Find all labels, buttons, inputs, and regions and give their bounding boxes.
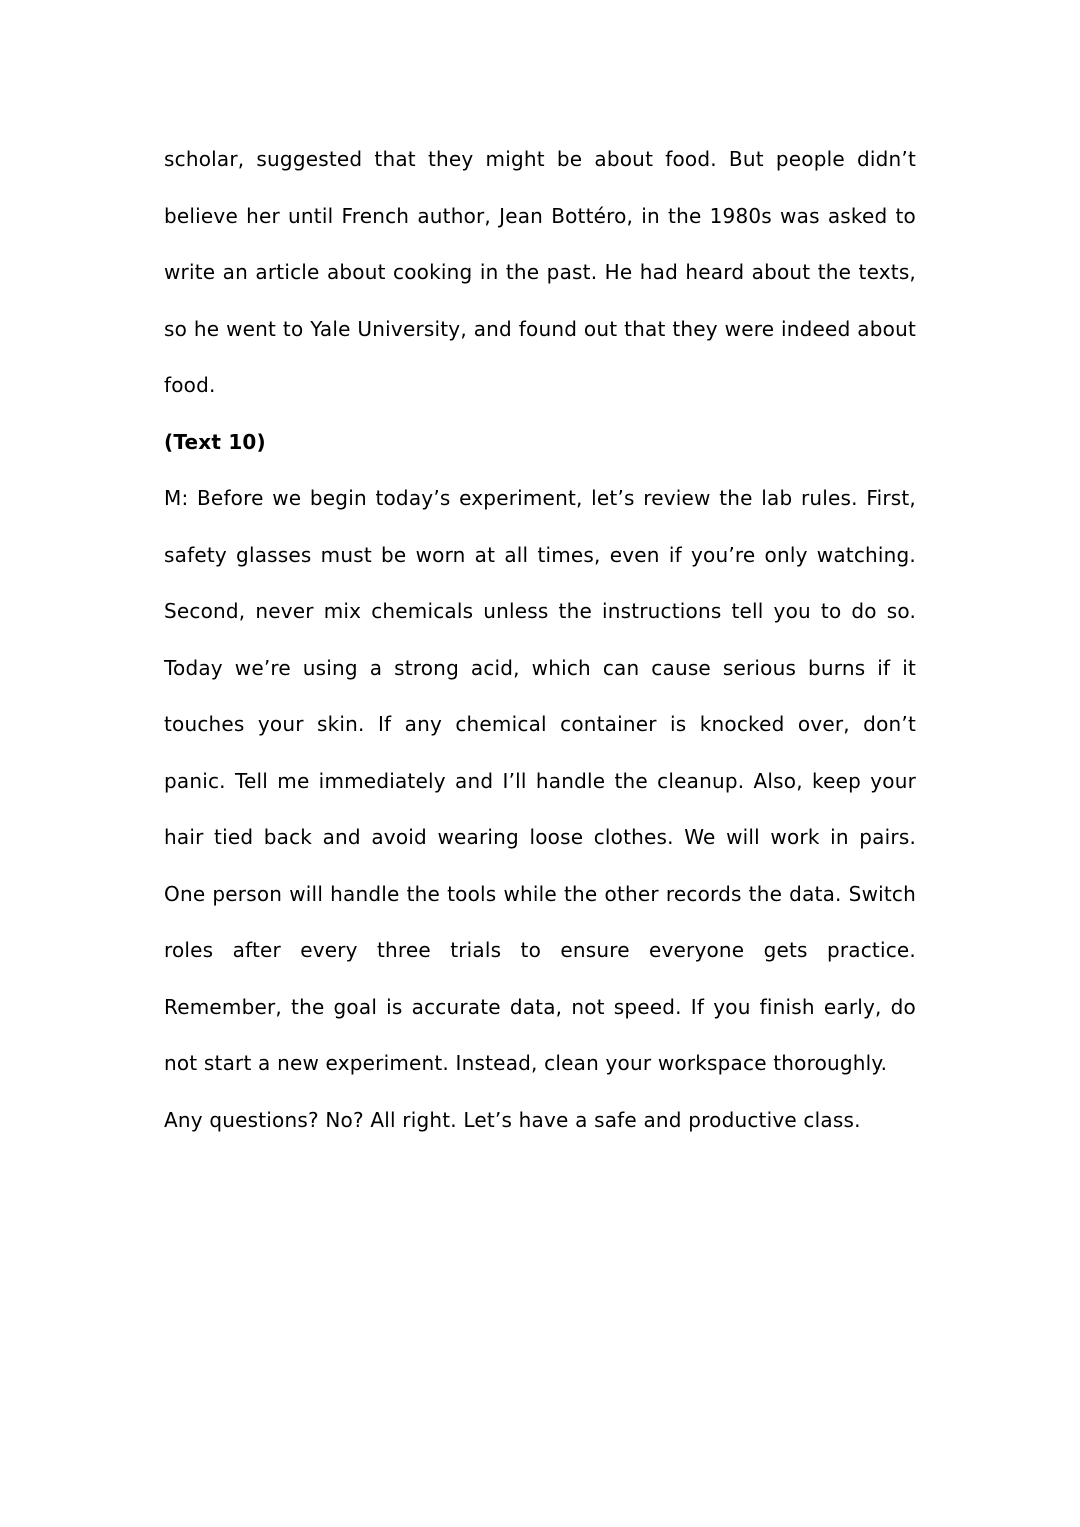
document-body bbox=[164, 131, 916, 1148]
dialogue-paragraph: M: Before we begin today’s experiment, let’s review the lab rules. First, safety glasses must be worn at all times, even if you’re only watching. Second, never mix chemicals unless the instructions tell you to do so. Today we’re using a strong acid, which can cause serious burns if it touches your skin. If any chemical container is knocked over, don’t panic. Tell me immediately and I’ll handle the cleanup. Also, keep your hair tied back and avoid wearing loose clothes. We will work in pairs. One person will handle the tools while the other records the data. Switch roles after every three trials to ensure everyone gets practice. Remember, the goal is accurate data, not speed. If you finish early, do not start a new experiment. Instead, clean your workspace thoroughly. bbox=[164, 486, 916, 1075]
section-heading: (Text 10) bbox=[164, 429, 266, 454]
continuation-paragraph: scholar, suggested that they might be about food. But people didn’t believe her until French author, Jean Bottéro, in the 1980s was asked to write an article about cooking in the past. He had heard about the texts, so he went to Yale University, and found out that they were indeed about food. bbox=[164, 147, 916, 397]
closing-line: Any questions? No? All right. Let’s have a safe and productive class. bbox=[164, 1107, 861, 1132]
